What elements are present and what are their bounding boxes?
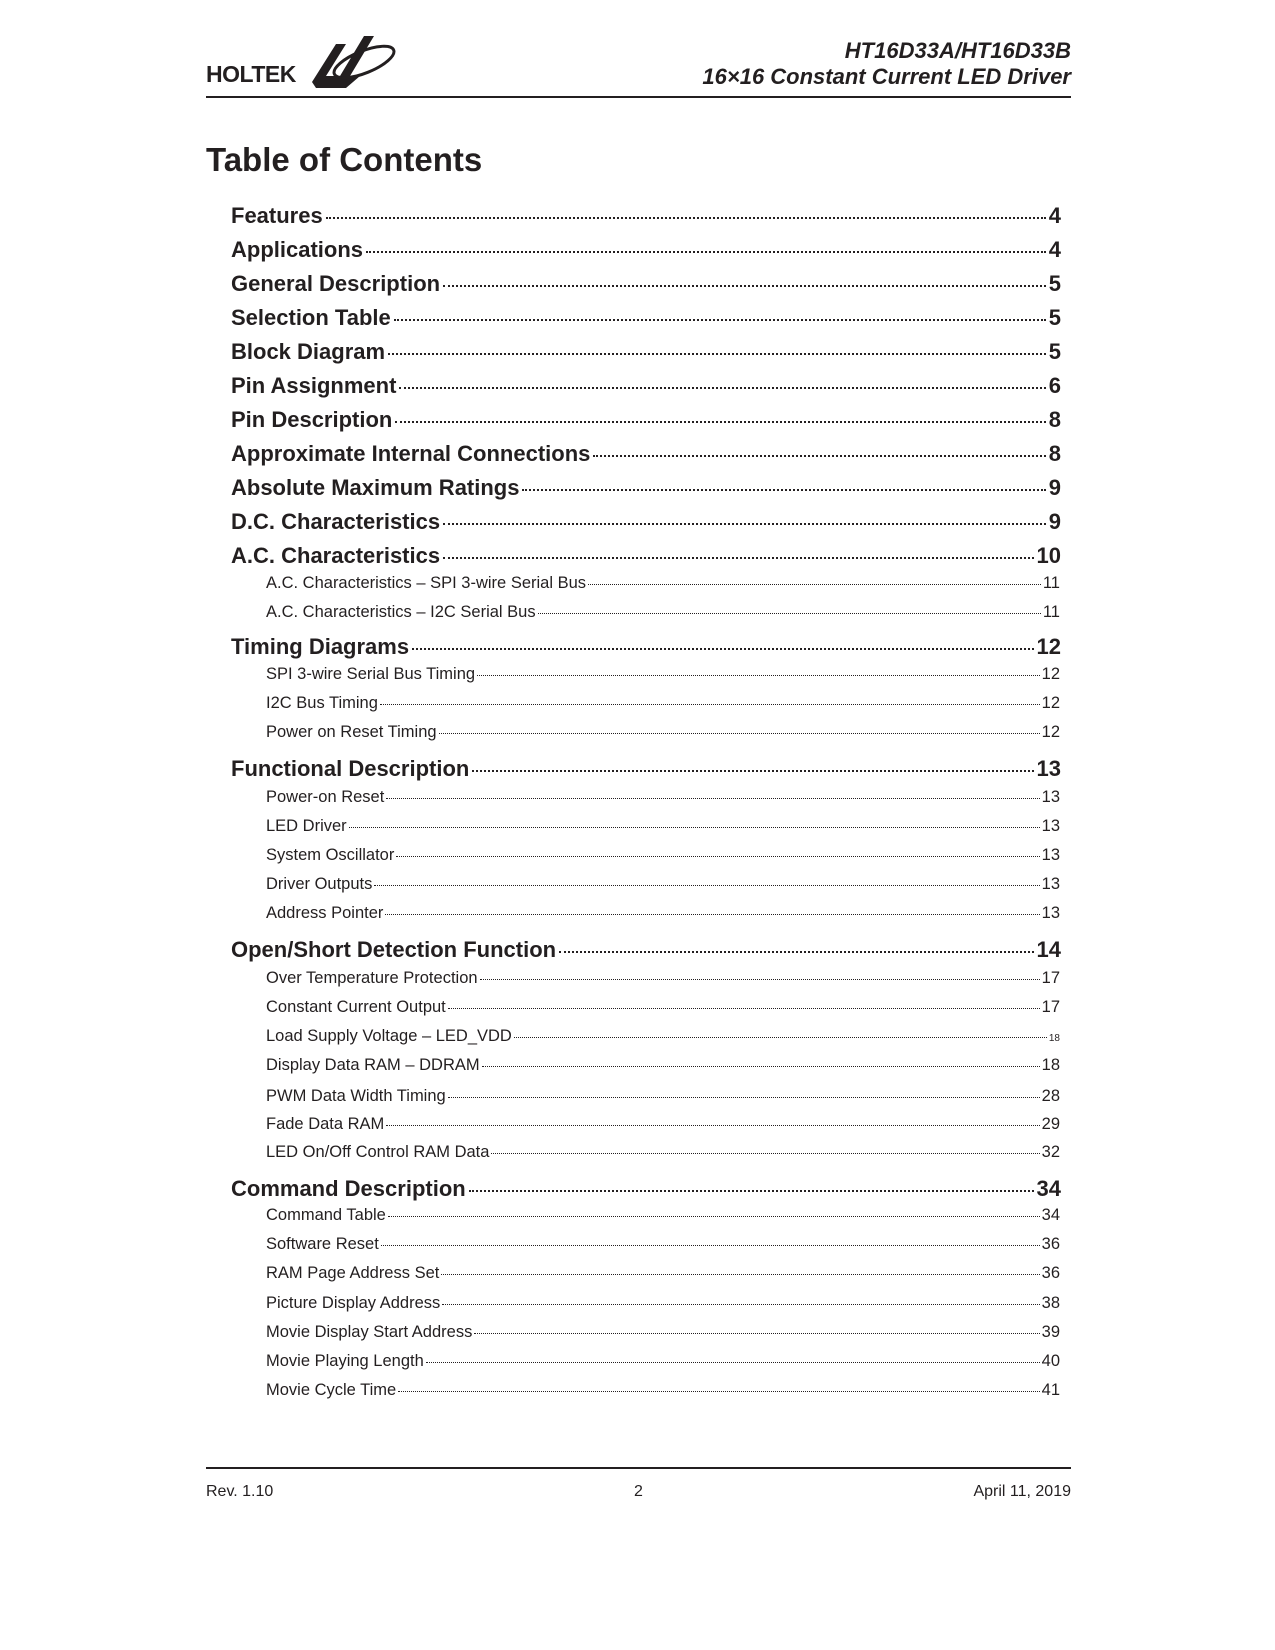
- page-title: Table of Contents: [206, 141, 483, 178]
- toc-entry-ram-page-address[interactable]: [266, 1264, 1060, 1283]
- toc-entry-timing-diagrams[interactable]: [231, 634, 1061, 660]
- toc-page: 9: [1048, 475, 1061, 500]
- toc-entry-features[interactable]: [231, 203, 1061, 229]
- toc-page: 12: [1041, 723, 1060, 741]
- toc-label: Movie Display Start Address: [266, 1323, 473, 1341]
- toc-label: A.C. Characteristics: [231, 543, 441, 568]
- toc-label: Command Table: [266, 1206, 386, 1224]
- toc-entry-fade-ram[interactable]: [266, 1115, 1060, 1134]
- toc-entry-over-temperature[interactable]: [266, 969, 1060, 988]
- toc-entry-i2c-timing[interactable]: [266, 694, 1060, 713]
- toc-page: 34: [1041, 1206, 1060, 1224]
- holtek-wing-icon: [306, 30, 398, 90]
- toc-entry-block-diagram[interactable]: [231, 339, 1061, 365]
- toc-page: 11: [1042, 603, 1060, 621]
- toc-label: System Oscillator: [266, 846, 395, 864]
- toc-label: Movie Cycle Time: [266, 1381, 397, 1399]
- toc-page: 29: [1041, 1115, 1060, 1133]
- toc-entry-por-timing[interactable]: [266, 723, 1060, 742]
- toc-label: Selection Table: [231, 305, 391, 330]
- toc-page: 17: [1041, 969, 1060, 987]
- publish-date: April 11, 2019: [973, 1483, 1071, 1500]
- toc-label: Picture Display Address: [266, 1294, 441, 1312]
- toc-label: Power on Reset Timing: [266, 723, 437, 741]
- toc-page: 11: [1042, 574, 1060, 592]
- toc-entry-functional-description[interactable]: [231, 756, 1061, 782]
- document-title: [702, 38, 1071, 90]
- toc-page: 28: [1041, 1087, 1060, 1105]
- toc-entry-pin-description[interactable]: [231, 407, 1061, 433]
- toc-label: Absolute Maximum Ratings: [231, 475, 520, 500]
- toc-entry-absolute-maximum-ratings[interactable]: [231, 475, 1061, 501]
- toc-page: 14: [1036, 937, 1061, 962]
- toc-label: RAM Page Address Set: [266, 1264, 440, 1282]
- toc-entry-applications[interactable]: [231, 237, 1061, 263]
- toc-label: Pin Description: [231, 407, 393, 432]
- toc-page: 10: [1036, 543, 1061, 568]
- toc-label: Block Diagram: [231, 339, 386, 364]
- toc-page: 36: [1041, 1235, 1060, 1253]
- toc-entry-pwm-timing[interactable]: [266, 1087, 1060, 1106]
- toc-entry-spi-timing[interactable]: [266, 665, 1060, 684]
- toc-page: 9: [1048, 509, 1061, 534]
- toc-page: 18: [1048, 1033, 1060, 1044]
- toc-page: 38: [1041, 1294, 1060, 1312]
- toc-label: A.C. Characteristics – SPI 3-wire Serial Bus: [266, 574, 587, 592]
- toc-entry-picture-display-address[interactable]: [266, 1294, 1060, 1313]
- holtek-logo: [206, 30, 396, 90]
- toc-label: Features: [231, 203, 323, 228]
- toc-label: Software Reset: [266, 1235, 379, 1253]
- toc-entry-ddram[interactable]: [266, 1056, 1060, 1075]
- toc-entry-driver-outputs[interactable]: [266, 875, 1060, 894]
- toc-entry-movie-cycle-time[interactable]: [266, 1381, 1060, 1400]
- toc-page: 4: [1048, 203, 1061, 228]
- toc-label: I2C Bus Timing: [266, 694, 378, 712]
- toc-entry-led-driver[interactable]: [266, 817, 1060, 836]
- toc-page: 40: [1041, 1352, 1060, 1370]
- toc-page: 12: [1041, 665, 1060, 683]
- toc-page: 34: [1036, 1176, 1061, 1201]
- toc-label: Applications: [231, 237, 364, 262]
- toc-label: Pin Assignment: [231, 373, 397, 398]
- toc-entry-open-short-detection[interactable]: [231, 937, 1061, 963]
- toc-entry-selection-table[interactable]: [231, 305, 1061, 331]
- part-number: HT16D33A/HT16D33B: [844, 38, 1071, 63]
- toc-label: Display Data RAM – DDRAM: [266, 1056, 480, 1074]
- toc-page: 36: [1041, 1264, 1060, 1282]
- toc-page: 39: [1041, 1323, 1060, 1341]
- toc-label: Fade Data RAM: [266, 1115, 385, 1133]
- page-footer: [206, 1467, 1071, 1500]
- toc-page: 13: [1041, 817, 1060, 835]
- toc-label: General Description: [231, 271, 441, 296]
- toc-entry-ac-characteristics[interactable]: [231, 543, 1061, 569]
- toc-entry-command-description[interactable]: [231, 1176, 1061, 1202]
- page-header: [206, 30, 1071, 98]
- toc-page: 4: [1048, 237, 1061, 262]
- toc-label: SPI 3-wire Serial Bus Timing: [266, 665, 476, 683]
- toc-label: Command Description: [231, 1176, 466, 1201]
- toc-entry-dc-characteristics[interactable]: [231, 509, 1061, 535]
- toc-page: 32: [1041, 1143, 1060, 1161]
- toc-entry-power-on-reset[interactable]: [266, 788, 1060, 807]
- toc-entry-command-table[interactable]: [266, 1206, 1060, 1225]
- toc-label: D.C. Characteristics: [231, 509, 441, 534]
- toc-label: Functional Description: [231, 756, 470, 781]
- toc-page: 13: [1041, 904, 1060, 922]
- toc-entry-load-supply[interactable]: [266, 1027, 1060, 1046]
- toc-page: 13: [1041, 846, 1060, 864]
- toc-page: 13: [1041, 875, 1060, 893]
- toc-entry-constant-current[interactable]: [266, 998, 1060, 1017]
- toc-label: Address Pointer: [266, 904, 384, 922]
- toc-entry-movie-display-start[interactable]: [266, 1323, 1060, 1342]
- toc-label: Load Supply Voltage – LED_VDD: [266, 1027, 512, 1045]
- toc-entry-ac-i2c[interactable]: [266, 603, 1060, 622]
- toc-label: Approximate Internal Connections: [231, 441, 591, 466]
- product-description: 16×16 Constant Current LED Driver: [702, 64, 1071, 89]
- toc-label: Driver Outputs: [266, 875, 373, 893]
- toc-page: 12: [1041, 694, 1060, 712]
- toc-entry-address-pointer[interactable]: [266, 904, 1060, 923]
- toc-label: Movie Playing Length: [266, 1352, 424, 1370]
- toc-page: 8: [1048, 441, 1061, 466]
- revision: Rev. 1.10: [206, 1483, 274, 1500]
- toc-page: 13: [1041, 788, 1060, 806]
- toc-entry-approximate-internal-connections[interactable]: [231, 441, 1061, 467]
- toc-label: Constant Current Output: [266, 998, 446, 1016]
- toc-entry-led-onoff-ram[interactable]: [266, 1143, 1060, 1162]
- toc-label: LED On/Off Control RAM Data: [266, 1143, 490, 1161]
- toc-page: 5: [1048, 339, 1061, 364]
- page-number: 2: [634, 1483, 643, 1500]
- toc-entry-pin-assignment[interactable]: [231, 373, 1061, 399]
- toc-label: PWM Data Width Timing: [266, 1087, 446, 1105]
- toc-label: LED Driver: [266, 817, 347, 835]
- toc-entry-movie-playing-length[interactable]: [266, 1352, 1060, 1371]
- toc-page: 17: [1041, 998, 1060, 1016]
- toc-page: 12: [1036, 634, 1061, 659]
- toc-page: 5: [1048, 305, 1061, 330]
- toc-page: 18: [1041, 1056, 1060, 1074]
- toc-label: Power-on Reset: [266, 788, 385, 806]
- toc-label: Timing Diagrams: [231, 634, 410, 659]
- toc-page: 5: [1048, 271, 1061, 296]
- toc-page: 13: [1036, 756, 1061, 781]
- toc-entry-system-oscillator[interactable]: [266, 846, 1060, 865]
- toc-entry-software-reset[interactable]: [266, 1235, 1060, 1254]
- toc-entry-general-description[interactable]: [231, 271, 1061, 297]
- logo-text: HOLTEK: [206, 61, 296, 87]
- toc-label: A.C. Characteristics – I2C Serial Bus: [266, 603, 536, 621]
- toc-page: 8: [1048, 407, 1061, 432]
- toc-entry-ac-spi[interactable]: [266, 574, 1060, 593]
- toc-label: Over Temperature Protection: [266, 969, 478, 987]
- toc-page: 41: [1041, 1381, 1060, 1399]
- toc-label: Open/Short Detection Function: [231, 937, 557, 962]
- toc-page: 6: [1048, 373, 1061, 398]
